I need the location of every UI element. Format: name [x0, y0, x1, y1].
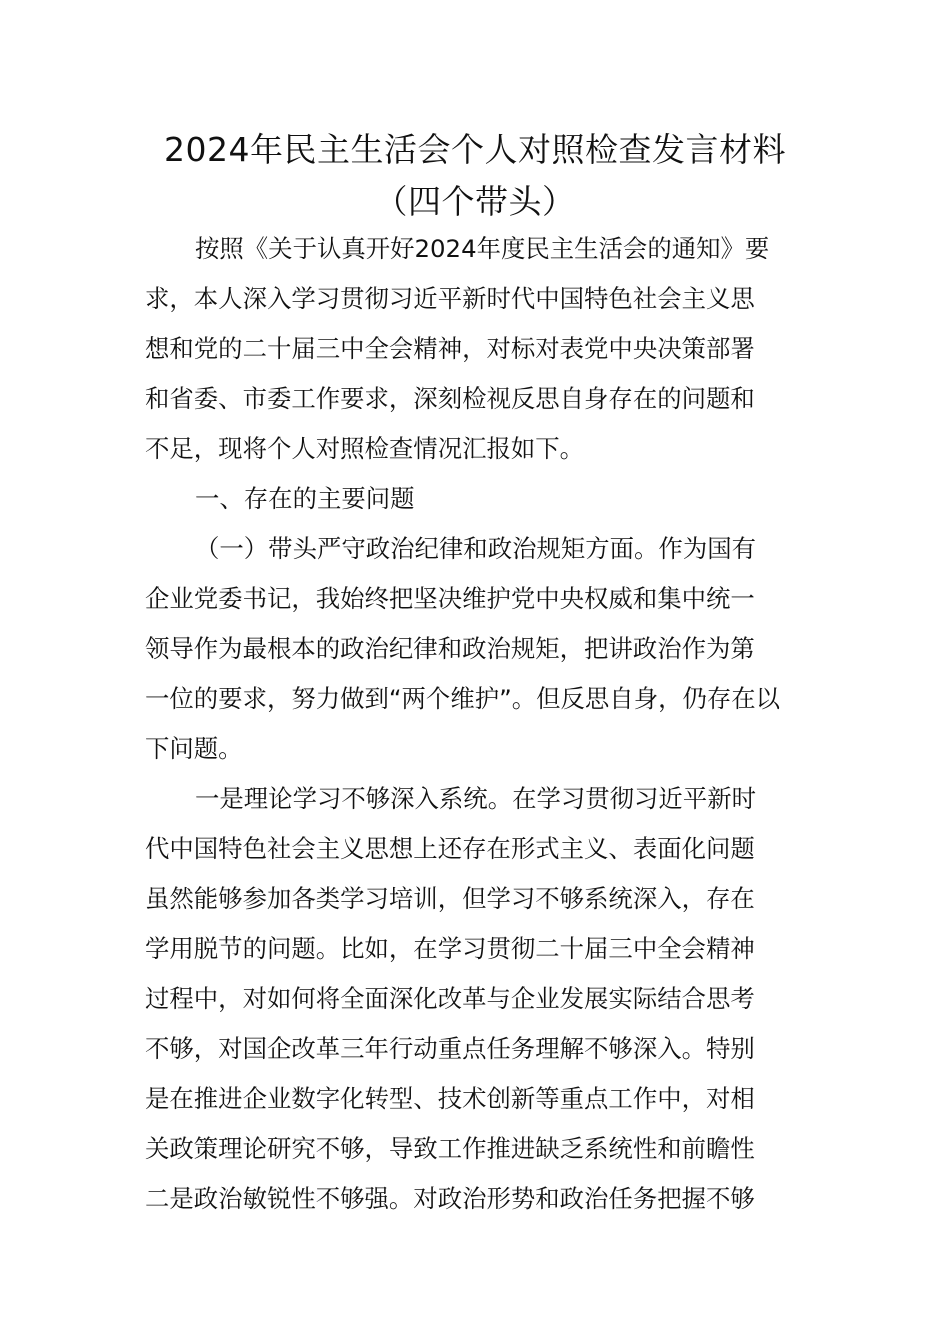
issue-paragraph-line: 不够，对国企改革三年行动重点任务理解不够深入。特别 — [145, 1034, 755, 1063]
document-title: 2024年民主生活会个人对照检查发言材料 — [164, 130, 786, 169]
issue-paragraph-line: 虽然能够参加各类学习培训，但学习不够系统深入，存在 — [145, 884, 755, 913]
paragraph-intro-line: 按照《关于认真开好2024年度民主生活会的通知》要 — [195, 234, 770, 263]
paragraph-intro-line: 不足，现将个人对照检查情况汇报如下。 — [145, 434, 585, 463]
issue-paragraph-line: 过程中，对如何将全面深化改革与企业发展实际结合思考 — [145, 984, 755, 1013]
issue-paragraph-line: 二是政治敏锐性不够强。对政治形势和政治任务把握不够 — [145, 1184, 755, 1213]
subsection-paragraph-line: 企业党委书记，我始终把坚决维护党中央权威和集中统一 — [145, 584, 755, 613]
issue-paragraph-line: 关政策理论研究不够，导致工作推进缺乏系统性和前瞻性 — [145, 1134, 755, 1163]
paragraph-intro-line: 和省委、市委工作要求，深刻检视反思自身存在的问题和 — [145, 384, 755, 413]
subsection-paragraph-line: 下问题。 — [145, 734, 243, 763]
issue-paragraph-line: 学用脱节的问题。比如，在学习贯彻二十届三中全会精神 — [145, 934, 755, 963]
document-subtitle: （四个带头） — [374, 182, 576, 221]
paragraph-intro-line: 想和党的二十届三中全会精神，对标对表党中央决策部署 — [145, 334, 755, 363]
issue-paragraph-line: 一是理论学习不够深入系统。在学习贯彻习近平新时 — [195, 784, 756, 813]
subsection-paragraph-line: （一）带头严守政治纪律和政治规矩方面。作为国有 — [195, 534, 756, 563]
issue-paragraph-line: 代中国特色社会主义思想上还存在形式主义、表面化问题 — [145, 834, 755, 863]
paragraph-intro-line: 求，本人深入学习贯彻习近平新时代中国特色社会主义思 — [145, 284, 755, 313]
subsection-paragraph-line: 领导作为最根本的政治纪律和政治规矩，把讲政治作为第 — [145, 634, 755, 663]
section-heading: 一、存在的主要问题 — [195, 484, 415, 513]
subsection-paragraph-line: 一位的要求，努力做到“两个维护”。但反思自身，仍存在以 — [145, 684, 781, 713]
issue-paragraph-line: 是在推进企业数字化转型、技术创新等重点工作中，对相 — [145, 1084, 755, 1113]
